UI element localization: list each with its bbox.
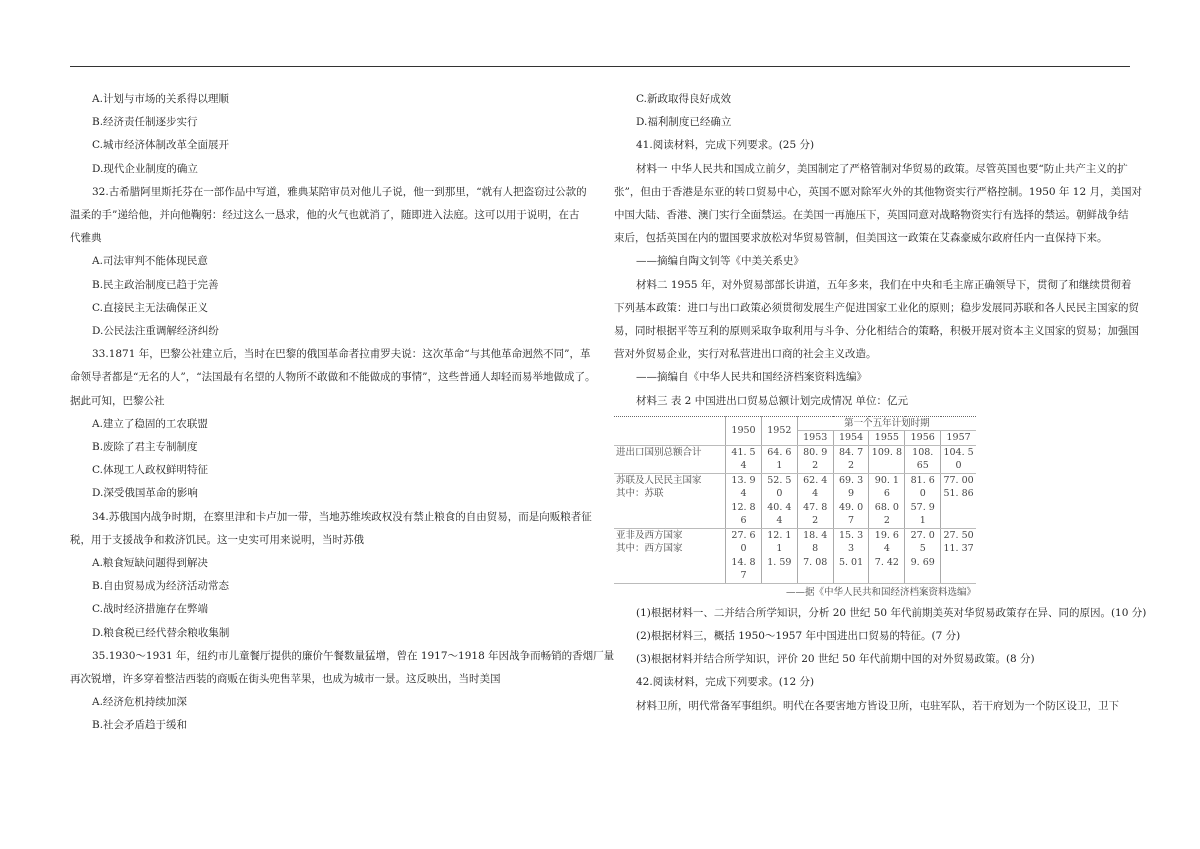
- question-line: 35.1930～1931 年，纽约市儿童餐厅提供的廉价午餐数量猛增，曾在 1917～1918 年因战争而畅销的香烟厂量: [92, 649, 615, 662]
- cell-value-line: 2: [812, 515, 819, 527]
- table-cell: [797, 473, 833, 528]
- trade-table-wrapper: [614, 416, 984, 602]
- table-cell: [726, 445, 762, 473]
- cell-value-line: 41. 5: [731, 446, 756, 458]
- cell-value-line: 7: [848, 515, 855, 527]
- table-cell: [905, 445, 941, 473]
- text-line: 易，同时根据平等互利的原则采取争取利用与斗争、分化相结合的策略，积极开展对资本主义国家的贸易；加强国: [614, 325, 1139, 338]
- answer-option: A.计划与市场的关系得以理顺: [92, 93, 229, 105]
- cell-value-line: 6: [883, 488, 890, 500]
- cell-value-line: 62. 4: [803, 474, 828, 486]
- table-cell: [761, 528, 797, 583]
- answer-option: C.城市经济体制改革全面展开: [92, 139, 229, 152]
- answer-option: C.直接民主无法确保正义: [92, 301, 208, 314]
- cell-value-line: 1: [776, 543, 783, 555]
- answer-option: D.现代企业制度的确立: [92, 162, 198, 175]
- text-line: 代雅典: [70, 232, 102, 245]
- answer-option: B.自由贸易成为经济活动常态: [92, 580, 230, 593]
- plan-period-header: 第一个五年计划时期: [797, 416, 976, 431]
- table-corner-cell: [614, 416, 726, 445]
- cell-value-line: 104. 5: [943, 446, 974, 458]
- text-line: 束后，包括英国在内的盟国要求放松对华贸易管制，但美国这一政策在艾森豪威尔政府任内一直保持下来。: [614, 232, 1108, 245]
- table-cell: [941, 528, 976, 583]
- cell-value-line: 2: [812, 460, 819, 472]
- cell-value-line: 7. 08: [803, 556, 828, 568]
- table-cell: [941, 445, 976, 473]
- cell-value-line: 12. 8: [731, 501, 756, 513]
- text-line: 下列基本政策：进口与出口政策必须贯彻发展生产促进国家工业化的原则；稳步发展同苏联和各人民民主国家的贸: [614, 301, 1139, 314]
- answer-option: A.经济危机持续加深: [92, 696, 187, 709]
- cell-value-line: 2: [848, 460, 855, 472]
- cell-value-line: 64. 6: [767, 446, 792, 458]
- year-1952-header: 1952: [761, 416, 797, 445]
- table-cell: [797, 528, 833, 583]
- question-line: (3)根据材料并结合所学知识，评价 20 世纪 50 年代前期中国的对外贸易政策。(8 分): [636, 653, 1035, 666]
- cell-value-line: 40. 4: [767, 501, 792, 513]
- cell-value-line: 90. 1: [874, 474, 899, 486]
- cell-value-line: 8: [812, 543, 819, 555]
- table-cell: [905, 528, 941, 583]
- cell-value-line: 57. 9: [910, 501, 935, 513]
- table-source: ——据《中华人民共和国经济档案资料选编》: [785, 586, 976, 598]
- answer-option: C.战时经济措施存在弊端: [92, 603, 208, 616]
- cell-value-line: 4: [740, 488, 747, 500]
- question-line: 材料一 中华人民共和国成立前夕，美国制定了严格管制对华贸易的政策。尽管英国也要“防止共产主义的扩: [636, 162, 1128, 175]
- cell-value-line: 4: [776, 515, 783, 527]
- answer-option: B.社会矛盾趋于缓和: [92, 719, 188, 732]
- question-line: (2)根据材料三，概括 1950～1957 年中国进出口贸易的特征。(7 分): [636, 630, 961, 643]
- table-cell: [833, 528, 869, 583]
- cell-value-line: 18. 4: [803, 529, 828, 541]
- cell-value-line: 0: [740, 543, 747, 555]
- table-cell: [869, 528, 905, 583]
- question-line: 34.苏俄国内战争时期，在察里津和卡卢加一带，当地苏维埃政权没有禁止粮食的自由贸易，而是向贩粮者征: [92, 510, 592, 523]
- answer-option: A.司法审判不能体现民意: [92, 255, 208, 268]
- cell-value-line: 13. 9: [731, 474, 756, 486]
- answer-option: A.建立了稳固的工农联盟: [92, 417, 208, 430]
- question-line: 41.阅读材料，完成下列要求。(25 分): [636, 139, 815, 152]
- answer-option: D.公民法注重调解经济纠纷: [92, 325, 219, 338]
- answer-option: D.福利制度已经确立: [636, 116, 732, 129]
- row-label-line: 苏联及人民民主国家: [616, 474, 702, 486]
- cell-value-line: 7. 42: [874, 556, 899, 568]
- table-row: [614, 473, 976, 528]
- cell-value-line: 52. 5: [767, 474, 792, 486]
- answer-option: B.民主政治制度已趋于完善: [92, 278, 219, 291]
- question-line: 材料二 1955 年，对外贸易部部长讲道，五年多来，我们在中央和毛主席正确领导下，贯彻了和继续贯彻着: [636, 278, 1132, 291]
- right-bottom-text: [614, 602, 1147, 718]
- table-cell: [869, 445, 905, 473]
- answer-option: C.体现工人政权鲜明特征: [92, 464, 208, 477]
- table-row-label: [614, 445, 726, 473]
- table-cell: [905, 473, 941, 528]
- table-cell: [726, 528, 762, 583]
- table-cell: [833, 473, 869, 528]
- question-line: (1)根据材料一、二并结合所学知识，分析 20 世纪 50 年代前期美英对华贸易政策存在异、同的原因。(10 分): [636, 606, 1147, 619]
- plan-year-header: 1956: [905, 431, 941, 446]
- text-line: 据此可知，巴黎公社: [70, 394, 165, 407]
- table-cell: [869, 473, 905, 528]
- cell-value-line: 0: [776, 488, 783, 500]
- table-cell: [761, 473, 797, 528]
- plan-year-header: 1957: [941, 431, 976, 446]
- cell-value-line: 81. 6: [910, 474, 935, 486]
- text-line: 温柔的手”递给他，并向他鞠躬：经过这么一恳求，他的火气也就消了，随即进入法庭。这可以用于说明，在古: [70, 209, 580, 222]
- cell-value-line: 109. 8: [871, 446, 902, 458]
- text-line: 营对外贸易企业，实行对私营进出口商的社会主义改造。: [614, 348, 877, 361]
- header-rule: [70, 66, 1130, 67]
- cell-value-line: 49. 0: [838, 501, 864, 513]
- table-header-row-1: [614, 416, 976, 431]
- table-cell: [797, 445, 833, 473]
- cell-value-line: 1: [776, 460, 783, 472]
- trade-table: [614, 416, 976, 584]
- answer-option: D.粮食税已经代替余粮收集制: [92, 626, 230, 639]
- text-line: 再次锐增，许多穿着整洁西装的商贩在街头兜售苹果，也成为城市一景。这反映出，当时美国: [70, 673, 501, 686]
- table-cell: [726, 473, 762, 528]
- cell-value-line: 3: [848, 543, 855, 555]
- cell-value-line: 9: [848, 488, 855, 500]
- question-line: 33.1871 年，巴黎公社建立后，当时在巴黎的俄国革命者拉甫罗夫说：这次革命“与其他革命迥然不同”，革: [92, 348, 591, 361]
- cell-value-line: 4: [883, 543, 890, 555]
- cell-value-line: 108. 65: [912, 446, 934, 472]
- cell-value-line: 5: [919, 543, 926, 555]
- answer-option: A.粮食短缺问题得到解决: [92, 557, 208, 570]
- question-line: 42.阅读材料，完成下列要求。(12 分): [636, 676, 815, 689]
- year-1950-header: 1950: [726, 416, 762, 445]
- cell-value-line: 5. 01: [838, 556, 864, 568]
- cell-value-line: 6: [740, 515, 747, 527]
- cell-value-line: 15. 3: [838, 529, 864, 541]
- row-label-line: 亚非及西方国家: [616, 529, 683, 541]
- right-column: [614, 88, 1147, 718]
- table-row: [614, 445, 976, 473]
- row-label-line: 其中：苏联: [616, 488, 664, 500]
- question-line: 材料卫所，明代常备军事组织。明代在各要害地方皆设卫所，屯驻军队，若干府划为一个防区设卫，卫下: [636, 699, 1119, 712]
- table-row-label: [614, 528, 726, 583]
- right-top-text: [614, 88, 1142, 413]
- cell-value-line: 27. 6: [731, 529, 756, 541]
- cell-value-line: 0: [919, 488, 926, 500]
- cell-value-line: 1: [919, 515, 926, 527]
- cell-value-line: 0: [955, 460, 962, 472]
- left-column: [70, 88, 615, 738]
- cell-value-line: 68. 0: [874, 501, 899, 513]
- cell-value-line: 19. 6: [874, 529, 899, 541]
- cell-value-line: 80. 9: [803, 446, 828, 458]
- question-line: ——摘编自陶文钊等《中美关系史》: [636, 255, 804, 268]
- text-line: 命领导者都是“无名的人”，“法国最有名望的人物所不敢做和不能做成的事情”，这些普通人却轻而易举地做成了。: [70, 371, 596, 384]
- cell-value-line: 9. 69: [910, 556, 935, 568]
- answer-option: D.深受俄国革命的影响: [92, 487, 198, 500]
- cell-value-line: 69. 3: [838, 474, 864, 486]
- cell-value-line: 47. 8: [803, 501, 828, 513]
- cell-value-line: 1. 59: [767, 556, 792, 568]
- plan-year-header: 1953: [797, 431, 833, 446]
- table-cell: [941, 473, 976, 528]
- cell-value-line: 7: [740, 570, 747, 582]
- answer-option: B.废除了君主专制制度: [92, 441, 198, 454]
- cell-value-line: 27. 50: [943, 529, 974, 541]
- text-line: 税，用于支援战争和救济饥民。这一史实可用来说明，当时苏俄: [70, 533, 364, 546]
- text-line: 张”，但由于香港是东亚的转口贸易中心，英国不愿对除军火外的其他物资实行严格控制。1950 年 12 月，美国对: [614, 185, 1142, 198]
- question-line: 材料三 表 2 中国进出口贸易总额计划完成情况 单位：亿元: [636, 394, 909, 407]
- cell-value-line: 4: [740, 460, 747, 472]
- answer-option: C.新政取得良好成效: [636, 93, 731, 105]
- table-row-label: [614, 473, 726, 528]
- row-label-line: 进出口国别总额合计: [616, 446, 702, 458]
- answer-option: B.经济责任制逐步实行: [92, 116, 198, 129]
- cell-value-line: 11. 37: [943, 543, 974, 555]
- cell-value-line: 77. 00: [943, 474, 974, 486]
- cell-value-line: 2: [883, 515, 890, 527]
- question-line: 32.古希腊阿里斯托芬在一部作品中写道，雅典某陪审员对他儿子说，他一到那里，“就有人把盗窃过公款的: [92, 185, 587, 198]
- question-line: ——摘编自《中华人民共和国经济档案资料选编》: [636, 371, 867, 384]
- cell-value-line: 12. 1: [767, 529, 792, 541]
- plan-year-header: 1954: [833, 431, 869, 446]
- cell-value-line: 14. 8: [731, 556, 756, 568]
- table-cell: [761, 445, 797, 473]
- table-cell: [833, 445, 869, 473]
- cell-value-line: 84. 7: [838, 446, 864, 458]
- table-row: [614, 528, 976, 583]
- text-line: 中国大陆、香港、澳门实行全面禁运。在美国一再施压下，英国同意对战略物资实行有选择的禁运。朝鲜战争结: [614, 209, 1129, 222]
- plan-year-header: 1955: [869, 431, 905, 446]
- row-label-line: 其中：西方国家: [616, 543, 683, 555]
- cell-value-line: 27. 0: [910, 529, 935, 541]
- cell-value-line: 51. 86: [943, 488, 974, 500]
- cell-value-line: 4: [812, 488, 819, 500]
